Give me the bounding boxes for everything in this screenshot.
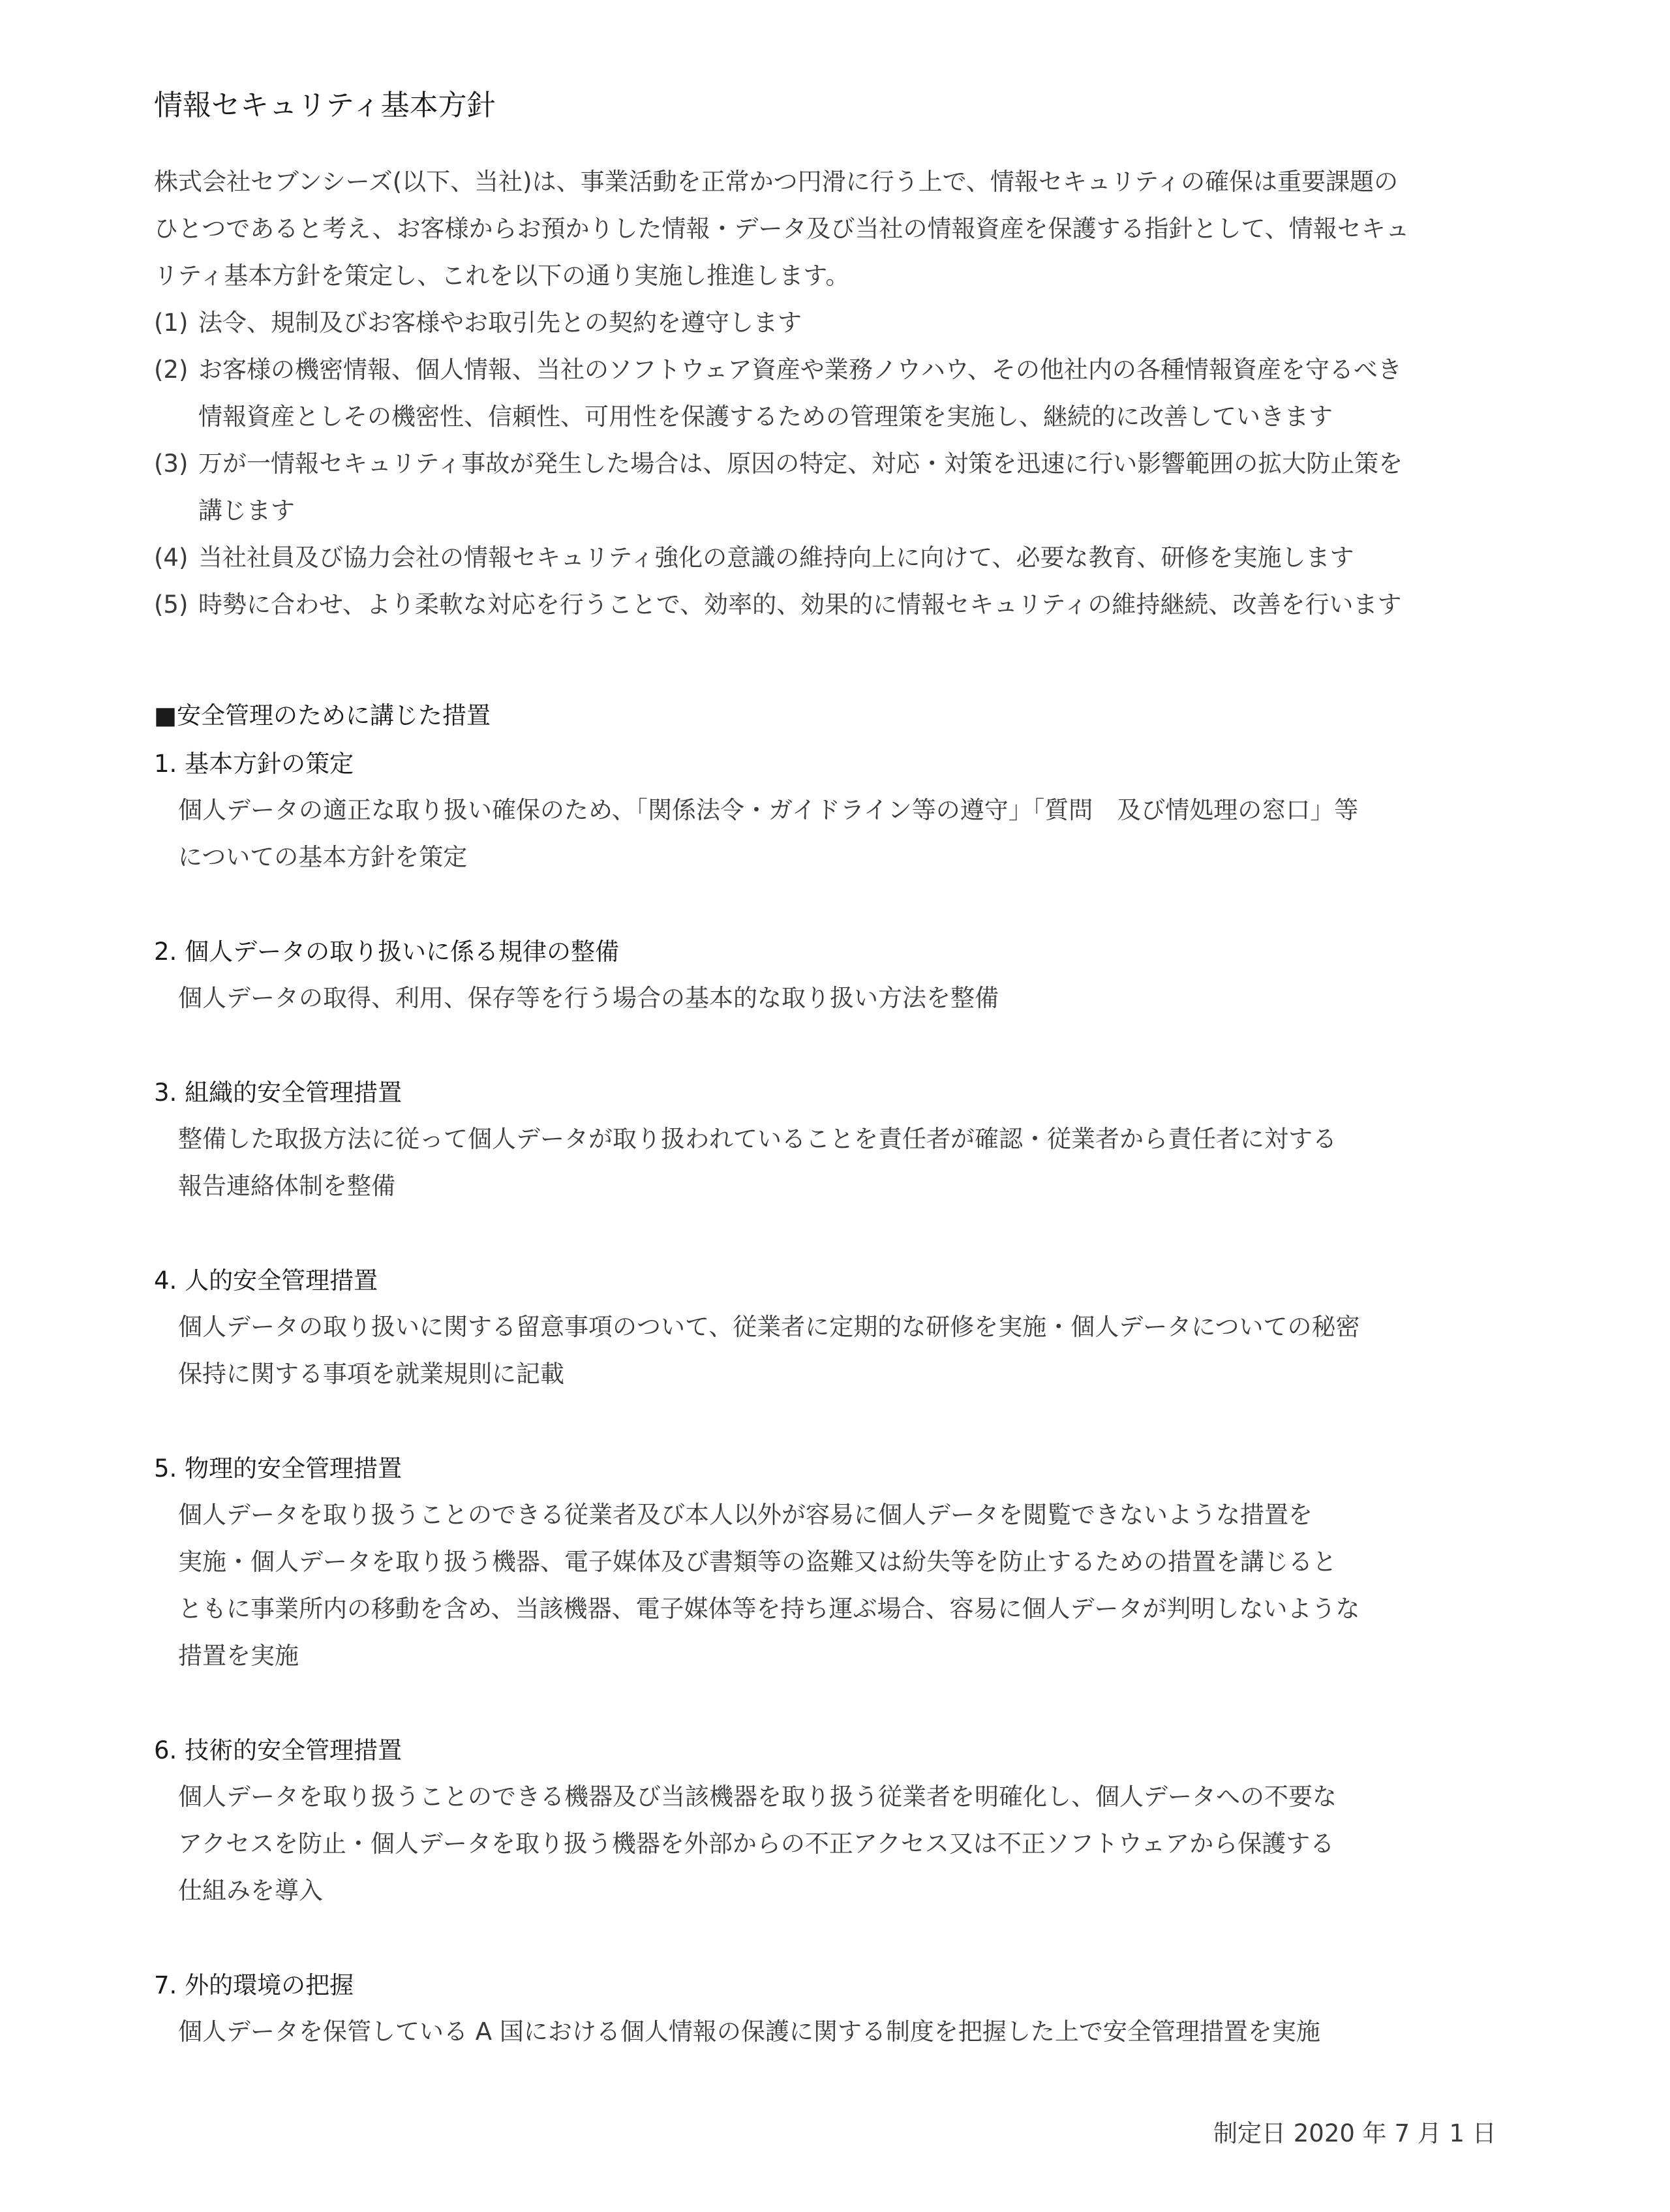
- section-heading: 7. 外的環境の把握: [154, 1971, 354, 1999]
- section-external-environment: [154, 1966, 1556, 2055]
- policy-number: (3): [154, 450, 189, 478]
- intro-line: 株式会社セブンシーズ(以下、当社)は、事業活動を正常かつ円滑に行う上で、情報セキュリティの確保は重要課題の: [154, 168, 1399, 196]
- section-line: 報告連絡体制を整備: [178, 1172, 395, 1200]
- section-line: 整備した取扱方法に従って個人データが取り扱われていることを責任者が確認・従業者から責任者に対する: [178, 1125, 1337, 1153]
- policy-text: [198, 534, 1556, 581]
- section-line: 保持に関する事項を就業規則に記載: [178, 1360, 564, 1388]
- section-heading: 6. 技術的安全管理措置: [154, 1736, 402, 1764]
- policy-line: 情報資産としその機密性、信頼性、可用性を保護するための管理策を実施し、継続的に改善していきます: [198, 403, 1333, 431]
- section-line: 個人データを取り扱うことのできる従業者及び本人以外が容易に個人データを閲覧できないような措置を: [178, 1501, 1313, 1529]
- policy-text: [198, 300, 1556, 346]
- policy-item: [154, 581, 1556, 628]
- section-line: 措置を実施: [178, 1642, 299, 1670]
- policy-text: [198, 346, 1556, 440]
- policy-number: (4): [154, 544, 189, 572]
- section-organizational: [154, 1073, 1556, 1210]
- measures-heading: ■安全管理のために講じた措置: [154, 701, 491, 730]
- section-line: アクセスを防止・個人データを取り扱う機器を外部からの不正アクセス又は不正ソフトウェアから保護する: [178, 1830, 1335, 1858]
- section-body: [154, 2008, 1556, 2055]
- section-line: 個人データの取り扱いに関する留意事項のついて、従業者に定期的な研修を実施・個人データについての秘密: [178, 1313, 1360, 1341]
- section-physical: [154, 1449, 1556, 1680]
- section-line: 仕組みを導入: [178, 1877, 323, 1905]
- established-date: 制定日 2020 年 7 月 1 日: [1213, 2119, 1496, 2147]
- policy-item: [154, 440, 1556, 534]
- policy-line: お客様の機密情報、個人情報、当社のソフトウェア資産や業務ノウハウ、その他社内の各種情報資産を守るべき: [198, 356, 1402, 384]
- section-line: 個人データを取り扱うことのできる機器及び当該機器を取り扱う従業者を明確化し、個人データへの不要な: [178, 1783, 1337, 1811]
- section-line: 個人データの取得、利用、保存等を行う場合の基本的な取り扱い方法を整備: [178, 984, 999, 1012]
- intro-line: リティ基本方針を策定し、これを以下の通り実施し推進します。: [154, 262, 850, 290]
- section-body: [154, 1774, 1556, 1914]
- section-line: 個人データの適正な取り扱い確保のため、「関係法令・ガイドライン等の遵守」「質問 及び情処理の窓口」等: [178, 796, 1359, 824]
- section-body: [154, 1116, 1556, 1210]
- section-line: についての基本方針を策定: [178, 843, 468, 871]
- policy-line: 万が一情報セキュリティ事故が発生した場合は、原因の特定、対応・対策を迅速に行い影響範囲の拡大防止策を: [198, 450, 1403, 478]
- policy-item: [154, 346, 1556, 440]
- section-heading: 1. 基本方針の策定: [154, 750, 354, 778]
- section-body: [154, 787, 1556, 881]
- policy-list: [154, 300, 1556, 628]
- policy-line: 講じます: [198, 497, 295, 525]
- policy-number: (5): [154, 591, 189, 619]
- section-line: ともに事業所内の移動を含め、当該機器、電子媒体等を持ち運ぶ場合、容易に個人データが判明しないような: [178, 1595, 1360, 1623]
- section-body: [154, 1304, 1556, 1398]
- section-heading: 3. 組織的安全管理措置: [154, 1079, 402, 1107]
- policy-number: (2): [154, 356, 189, 384]
- policy-line: 当社社員及び協力会社の情報セキュリティ強化の意識の維持向上に向けて、必要な教育、研修を実施します: [198, 544, 1354, 572]
- section-body: [154, 1492, 1556, 1680]
- intro-line: ひとつであると考え、お客様からお預かりした情報・データ及び当社の情報資産を保護する指針として、情報セキュ: [154, 215, 1410, 243]
- policy-line: 法令、規制及びお客様やお取引先との契約を遵守します: [198, 309, 802, 337]
- section-rules: [154, 932, 1556, 1022]
- page-title: 情報セキュリティ基本方針: [154, 89, 496, 122]
- section-technical: [154, 1731, 1556, 1914]
- section-heading: 5. 物理的安全管理措置: [154, 1454, 402, 1482]
- policy-text: [198, 581, 1556, 628]
- policy-item: [154, 534, 1556, 581]
- intro-paragraph: [154, 159, 1517, 300]
- policy-item: [154, 300, 1556, 346]
- policy-line: 時勢に合わせ、より柔軟な対応を行うことで、効率的、効果的に情報セキュリティの維持継続、改善を行います: [198, 591, 1402, 619]
- section-body: [154, 975, 1556, 1022]
- section-basic-policy: [154, 745, 1556, 881]
- section-heading: 4. 人的安全管理措置: [154, 1267, 378, 1295]
- policy-text: [198, 440, 1556, 534]
- policy-number: (1): [154, 309, 189, 337]
- section-personnel: [154, 1261, 1556, 1398]
- section-heading: 2. 個人データの取り扱いに係る規律の整備: [154, 938, 620, 966]
- section-line: 実施・個人データを取り扱う機器、電子媒体及び書類等の盗難又は紛失等を防止するための措置を講じると: [178, 1548, 1337, 1576]
- section-line: 個人データを保管している A 国における個人情報の保護に関する制度を把握した上で安全管理措置を実施: [178, 2018, 1320, 2046]
